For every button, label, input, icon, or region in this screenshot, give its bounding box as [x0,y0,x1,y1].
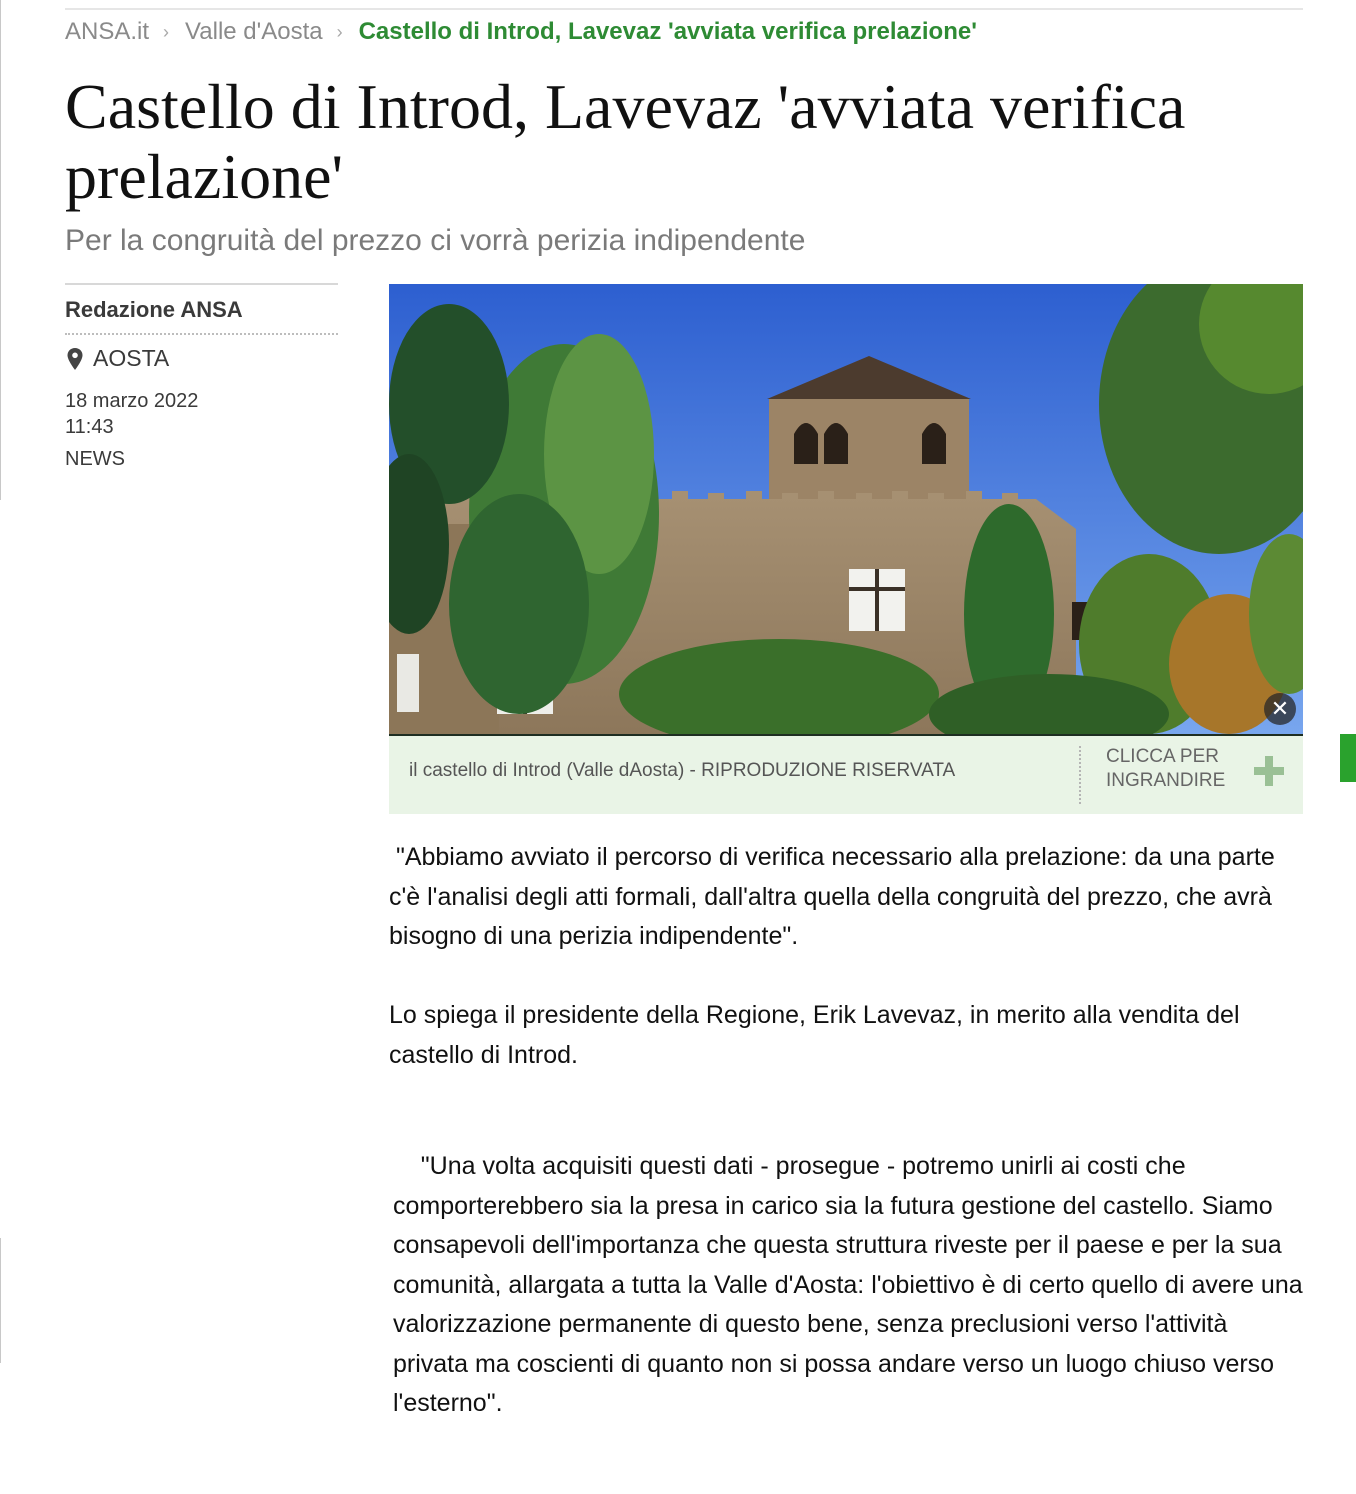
castle-photo[interactable] [389,284,1303,734]
close-icon[interactable]: ✕ [1264,693,1296,725]
breadcrumb-separator-icon: › [163,21,170,42]
figure-caption-bar [389,734,1303,814]
top-divider [65,8,1303,10]
category-tag: NEWS [65,448,125,470]
caption-divider [1079,746,1081,804]
article-paragraph: "Una volta acquisiti questi dati - prosegue - potremo unirli ai costi che comporterebbero sia la presa in carico sia la futura gestione del castello. Siamo consapevoli dell'importanza che questa struttura riveste per il paese e per la sua comunità, allargata a tutta la Valle d'Aosta: l'obiettivo è di certo quello di avere una valorizzazione permanente di questo bene, senza preclusioni verso l'attività privata ma coscienti di quanto non si possa andare verso un luogo chiuso verso l'esterno". [393,1152,1310,1417]
page-edge-line [0,1238,1,1363]
location-label: AOSTA [93,345,170,371]
article-meta [65,283,338,471]
location [65,345,338,372]
article-title: Castello di Introd, Lavevaz 'avviata verifica prelazione' [65,71,1186,212]
breadcrumb-current: Castello di Introd, Lavevaz 'avviata verifica prelazione' [358,18,977,45]
breadcrumb [65,17,977,47]
breadcrumb-region-link[interactable]: Valle d'Aosta [185,18,323,45]
article-subtitle: Per la congruità del prezzo ci vorrà perizia indipendente [65,224,806,257]
breadcrumb-home-link[interactable]: ANSA.it [65,18,150,45]
breadcrumb-separator-icon: › [336,21,343,42]
enlarge-label: CLICCA PER INGRANDIRE [1106,746,1226,791]
plus-icon [1254,756,1284,786]
side-accent-tab[interactable] [1340,734,1356,782]
map-pin-icon [65,347,85,371]
meta-divider [65,283,338,285]
publish-date [65,388,338,440]
publish-date-day: 18 marzo 2022 [65,390,199,412]
figure-caption: il castello di Introd (Valle dAosta) - RIPRODUZIONE RISERVATA [409,760,956,781]
publish-time: 11:43 [65,416,114,438]
dotted-divider [65,333,338,335]
article-figure [389,284,1303,814]
page-edge-line [0,0,1,500]
article-paragraph: Lo spiega il presidente della Regione, Erik Lavevaz, in merito alla vendita del castello di Introd. [389,1001,1240,1069]
author-name: Redazione ANSA [65,297,243,322]
article-paragraph: "Abbiamo avviato il percorso di verifica necessario alla prelazione: da una parte c'è l'analisi degli atti formali, dall'altra quella della congruità del prezzo, che avrà bisogno di una perizia indipendente". [389,843,1282,950]
enlarge-button[interactable] [1106,745,1296,801]
